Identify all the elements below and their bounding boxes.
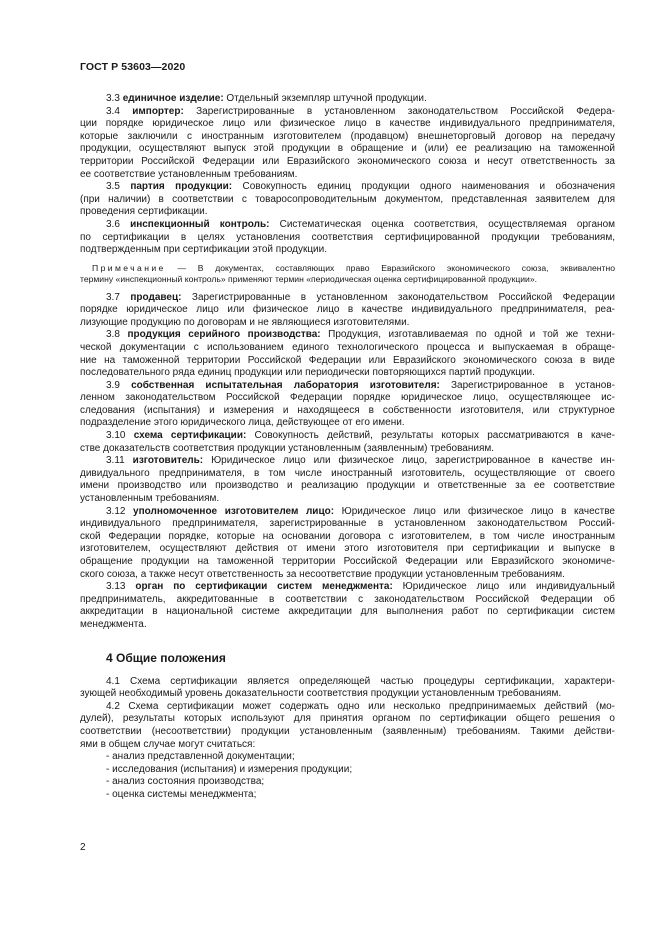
text-line: Продукция, изготавливаемая по одной и той же техни-	[320, 329, 615, 341]
clause-4-1	[80, 676, 615, 701]
text-line: стве доказательств соответствия продукции установленным (заявленным) требованиям.	[80, 442, 495, 454]
clause-number: 4.1	[106, 675, 120, 687]
clause-number: 3.8	[106, 329, 120, 341]
text-line: по сертификации в целях установления соответствия сертифицированной продукции требованиям,	[80, 231, 615, 243]
text-line: Зарегистрированные в установленном законодательством Российской Федера-	[183, 105, 615, 117]
definition-3-8	[80, 329, 615, 379]
list-item: - анализ представленной документации;	[106, 751, 295, 763]
definition-3-9	[80, 380, 615, 430]
note	[80, 263, 615, 286]
term: уполномоченное изготовителем лицо:	[133, 505, 335, 517]
text-line: (при наличии) в соответствии с товаросопроводительным документом, представленная заявителем для	[80, 193, 615, 205]
text-line: ние на таможенной территории Российской Федерации или Евразийского экономического союза в виде	[80, 354, 615, 366]
text-line: подразделение этого юридического лица, действующее от его имени.	[80, 417, 405, 429]
page-number: 2	[80, 842, 86, 853]
text-line: термину «инспекционный контроль» применяют термин «периодическая оценка сертифицированной продукции».	[80, 274, 538, 285]
text-line: Схема сертификации может содержать одно или несколько предпринимаемых действий (мо-	[119, 700, 615, 712]
text-line: Юридическое лицо или индивидуальный	[392, 581, 615, 593]
text-line: Совокупность действий, результаты которых рассматриваются в каче-	[246, 430, 615, 442]
note-label: Примечание	[92, 262, 166, 273]
text-line: аккредитации в национальной системе аккредитации для выполнения работ по сертификации систем	[80, 606, 615, 618]
text-line: которые заключили с иностранным изготовителем (продавцом) внешнеторговый договор на передачу	[80, 130, 615, 142]
list-item: - анализ состояния производства;	[106, 776, 265, 788]
text-line: продукции, осуществляют выпуск этой продукции в обращение и (или) ее реализацию на таможенной	[80, 143, 615, 155]
definition-3-3	[80, 93, 615, 106]
text-line: изготовителем, осуществляют действия от имени этого изготовителя при сертификации и выпуске в	[80, 543, 615, 555]
clause-number: 3.7	[106, 291, 120, 303]
clause-number: 3.5	[106, 181, 120, 193]
text-line: ского союза, а также несут ответственность за несоответствие продукции установленным требованиям.	[80, 568, 565, 580]
text-line: Юридическое лицо или физическое лицо, зарегистрированное в качестве ин-	[203, 455, 615, 467]
clause-number: 3.10	[106, 430, 126, 442]
text-line: зующей необходимый уровень доказательности соответствия продукции установленным требованиям.	[80, 688, 562, 700]
text-line: ской Федерации порядке, которые на основании договора с изготовителем, в том числе иностранным	[80, 530, 615, 542]
clause-number: 3.4	[106, 105, 120, 117]
text-line: Совокупность единиц продукции одного наименования и обозначения	[232, 181, 615, 193]
text-line: — В документах, составляющих право Евразийского экономического союза, эквивалентно	[165, 262, 615, 273]
definition-3-6	[80, 219, 615, 257]
document-id: ГОСТ Р 53603—2020	[80, 61, 186, 73]
text-line: Отдельный экземпляр штучной продукции.	[223, 93, 427, 104]
text-line: дулей), результаты которых используют для принятия органом по сертификации общего решения о	[80, 713, 615, 725]
term: схема сертификации:	[133, 430, 247, 442]
term: изготовитель:	[132, 455, 204, 467]
term: инспекционный контроль:	[130, 218, 270, 230]
text-line: последовательного ряда единиц продукции или периодически повторяющихся партий продукции.	[80, 367, 535, 379]
clause-4-2	[80, 701, 615, 751]
action-list	[80, 751, 615, 801]
clause-number: 4.2	[106, 700, 120, 712]
text-line: порядке юридическое лицо или физическое лицо в качестве индивидуального предпринимателя, реа-	[80, 304, 615, 316]
text-line: Юридическое лицо или физическое лицо в качестве	[334, 505, 615, 517]
clause-number: 3.12	[106, 505, 126, 517]
term: единичное изделие:	[122, 93, 224, 104]
text-line: лизующие продукцию по договорам и не являющиеся изготовителями.	[80, 316, 410, 328]
definition-3-12	[80, 506, 615, 582]
text-line: менеджмента.	[80, 618, 147, 630]
clause-number: 3.9	[106, 379, 120, 391]
term: собственная испытательная лаборатория изготовителя:	[131, 379, 440, 391]
text-line: ции порядке юридическое лицо или физическое лицо в качестве индивидуального предпринимателя,	[80, 118, 615, 130]
definition-3-11	[80, 455, 615, 505]
clause-number: 3.6	[106, 218, 120, 230]
text-line: следования (испытания) и измерения и находящееся в собственности изготовителя, или структурное	[80, 404, 615, 416]
definition-3-5	[80, 181, 615, 219]
text-line: проведения сертификации.	[80, 206, 208, 218]
text-line: обращение продукции на таможенной территории Российской Федерации или Евразийского экономиче-	[80, 556, 615, 567]
clause-number: 3.3	[106, 93, 120, 104]
clause-number: 3.11	[106, 455, 125, 467]
text-line: территории Российской Федерации или Евразийского экономического союза и несут ответственность за	[80, 155, 615, 167]
text-line: Зарегистрированное в установ-	[439, 379, 615, 391]
definition-3-7	[80, 292, 615, 330]
list-item: - оценка системы менеджмента;	[106, 788, 257, 800]
text-line: Систематическая оценка соответствия, осуществляемая органом	[269, 218, 615, 230]
term: импортер:	[132, 105, 184, 117]
term: партия продукции:	[130, 181, 233, 193]
term: орган по сертификации систем менеджмента:	[135, 581, 393, 593]
text-line: установленным требованиям.	[80, 493, 220, 505]
term: продавец:	[130, 291, 182, 303]
document-body	[80, 93, 615, 802]
text-line: подтвержденным при сертификации этой продукции.	[80, 244, 328, 256]
text-line: дивидуального предпринимателя, в том числе иностранный изготовитель, осуществляющие от своего	[80, 467, 615, 479]
clause-number: 3.13	[106, 581, 126, 593]
definition-3-13	[80, 581, 615, 631]
text-line: имени производство или производство и реализацию продукции и ответственные за ее соответствие	[80, 480, 615, 492]
text-line: ленном законодательством Российской Федерации порядке юридическое лицо, осуществляющее ис-	[80, 392, 615, 404]
term: продукция серийного производства:	[127, 329, 321, 341]
definition-3-4	[80, 106, 615, 182]
definition-3-10	[80, 430, 615, 455]
text-line: Схема сертификации является определяющей частью процедуры сертификации, характери-	[119, 675, 615, 687]
section-heading: 4 Общие положения	[106, 650, 226, 665]
text-line: ческой документации с использованием единого технологического процесса и выпускаемая в обраще-	[80, 341, 615, 353]
text-line: Зарегистрированные в установленном законодательством Российской Федерации	[181, 291, 615, 303]
text-line: предприниматель, аккредитованные в соответствии с законодательством Российской Федерации об	[80, 593, 615, 605]
list-item: - исследования (испытания) и измерения продукции;	[106, 763, 353, 775]
text-line: соответствии (несоответствии) продукции установленным (заявленным) требованиям. Такими действи-	[80, 725, 615, 737]
text-line: индивидуального предпринимателя, зарегистрированные в установленном законодательством Россий-	[80, 518, 615, 530]
text-line: ями в общем случае могут считаться:	[80, 738, 256, 750]
text-line: ее соответствие установленным требованиям.	[80, 168, 298, 180]
